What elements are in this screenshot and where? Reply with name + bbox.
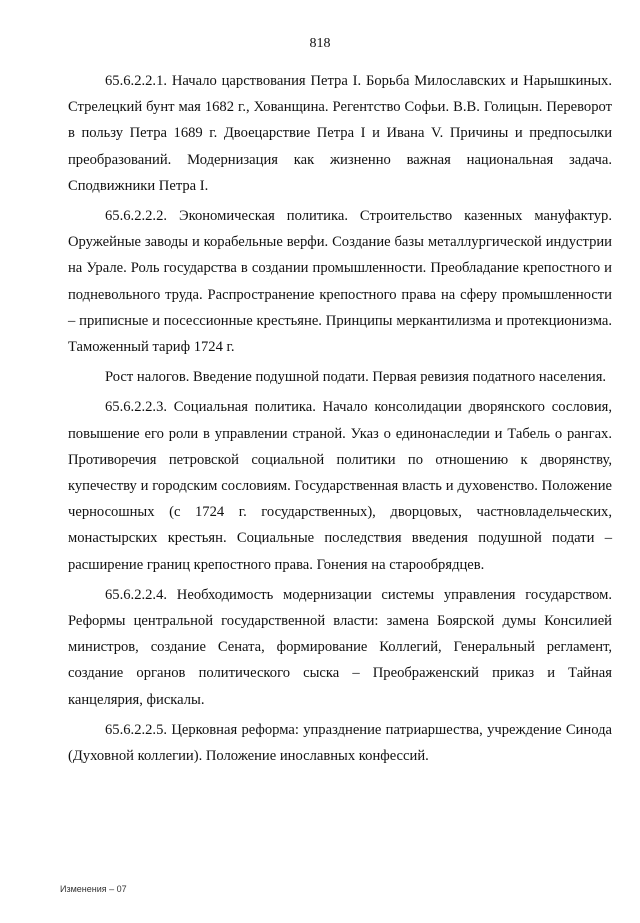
paragraph-65-6-2-2-2: 65.6.2.2.2. Экономическая политика. Строительство казенных мануфактур. Оружейные заводы и корабельные верфи. Создание базы металлургической индустрии на Урале. Роль государства в создании промышленности. Преобладание крепостного и подневольного труда. Распространение крепостного права на сферу промышленности – приписные и посессионные крестьяне. Принципы меркантилизма и протекционизма. Таможенный тариф 1724 г.: [68, 208, 612, 356]
paragraph-65-6-2-2-1: 65.6.2.2.1. Начало царствования Петра I. Борьба Милославских и Нарышкиных. Стрелецкий бунт мая 1682 г., Хованщина. Регентство Софьи. В.В. Голицын. Переворот в пользу Петра 1689 г. Двоецарствие Петра I и Ивана V. Причины и предпосылки преобразований. Модернизация как жизненно важная национальная задача. Сподвижники Петра I.: [68, 73, 612, 194]
paragraph-65-6-2-2-4: 65.6.2.2.4. Необходимость модернизации системы управления государством. Реформы центральной государственной власти: замена Боярской думы Консилией министров, создание Сената, формирование Коллегий, Генеральный регламент, создание органов политического сыска – Преображенский приказ и Тайная канцелярия, фискалы.: [68, 586, 612, 708]
page-number: 818: [309, 36, 331, 51]
paragraph-65-6-2-2-5: 65.6.2.2.5. Церковная реформа: упразднение патриаршества, учреждение Синода (Духовной коллегии). Положение инославных конфессий.: [68, 721, 612, 765]
revision-footer: Изменения – 07: [60, 884, 127, 894]
paragraph-taxes: Рост налогов. Введение подушной подати. Первая ревизия податного населения.: [105, 369, 607, 386]
document-body: [68, 68, 612, 769]
paragraph-65-6-2-2-3: 65.6.2.2.3. Социальная политика. Начало консолидации дворянского сословия, повышение его роли в управлении страной. Указ о единонаследии и Табель о рангах. Противоречия петровской социальной политики по отношению к дворянству, купечеству и городским сословиям. Государственная власть и духовенство. Положение черносошных (с 1724 г. государственных), дворцовых, частновладельческих, монастырских крестьян. Социальные последствия введения подушной подати – расширение границ крепостного права. Гонения на старообрядцев.: [68, 399, 612, 573]
